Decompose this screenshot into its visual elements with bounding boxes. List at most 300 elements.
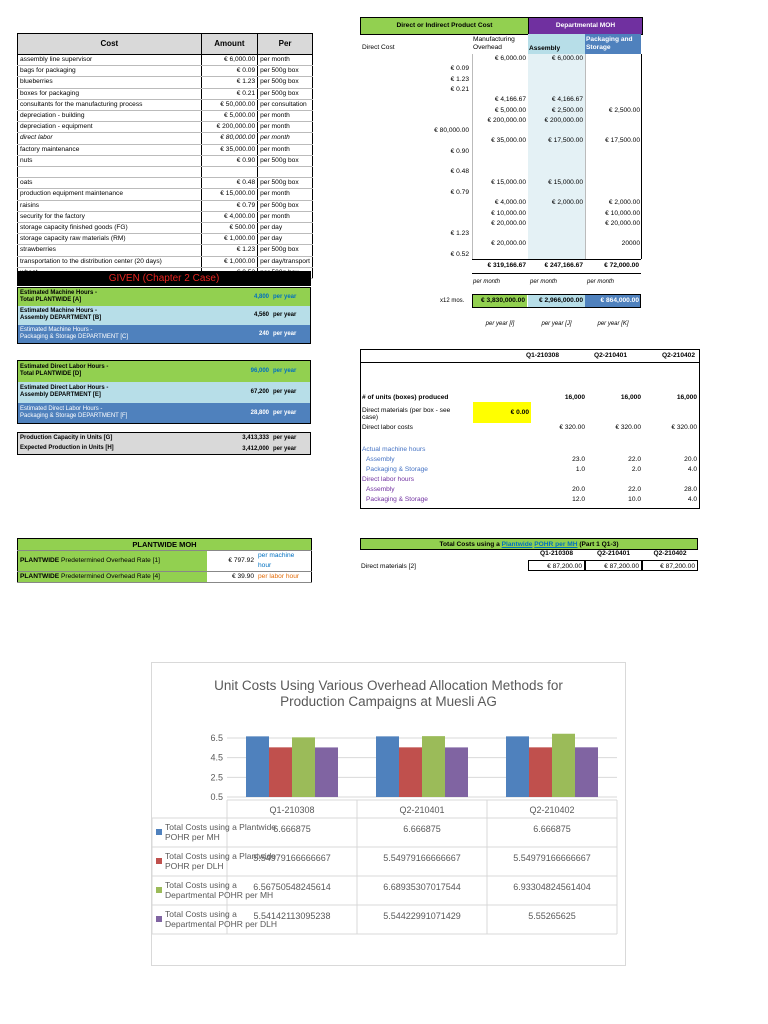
product-cost-cell-as bbox=[528, 229, 583, 239]
plantwide-unit: per labor hour bbox=[256, 572, 312, 583]
product-cost-cell-mo: € 4,000.00 bbox=[494, 199, 526, 207]
param-row bbox=[18, 433, 311, 444]
units-table bbox=[360, 349, 700, 509]
cost-per: per month bbox=[258, 189, 313, 200]
unit-cost-chart bbox=[151, 662, 626, 966]
param-label: Packaging & Storage DEPARTMENT [F] bbox=[20, 412, 128, 419]
param-row bbox=[18, 403, 311, 424]
param-value: 4,560 bbox=[253, 312, 269, 318]
bar bbox=[445, 747, 468, 797]
units-value: 16,000 bbox=[564, 394, 585, 401]
per-month-label: per month bbox=[530, 279, 558, 285]
bar bbox=[529, 747, 552, 797]
product-cost-cell-mo: € 35,000.00 bbox=[491, 137, 526, 145]
cost-row bbox=[18, 200, 313, 211]
cost-row bbox=[18, 55, 313, 66]
capacity-table bbox=[17, 432, 311, 455]
data-label: 6.56750548245614 bbox=[253, 882, 331, 892]
dlh-pack-value: 10.0 bbox=[628, 496, 641, 503]
amh-assembly-value: 22.0 bbox=[628, 456, 641, 463]
packaging-subheader bbox=[585, 34, 641, 54]
total-costs-title-text: Total Costs using a bbox=[439, 541, 502, 548]
plantwide-keyword: PLANTWIDE bbox=[20, 557, 60, 564]
product-cost-cell-as bbox=[528, 239, 583, 249]
cost-amount: € 0.79 bbox=[201, 200, 257, 211]
product-cost-cell-mo: € 4,166.67 bbox=[494, 96, 526, 104]
plantwide-unit: per machine hour bbox=[256, 551, 312, 572]
product-cost-cell-dc: € 0.90 bbox=[450, 147, 469, 155]
product-cost-cell-mo: € 6,000.00 bbox=[494, 55, 526, 62]
product-cost-cell-dc bbox=[360, 116, 469, 126]
param-unit: per year bbox=[273, 293, 297, 300]
dlh-assembly-value: 20.0 bbox=[572, 486, 585, 493]
tc-dm-label: Direct materials [2] bbox=[361, 563, 416, 570]
param-unit: per year bbox=[273, 409, 297, 416]
product-cost-cell-mo bbox=[472, 188, 526, 198]
legend-key bbox=[156, 916, 162, 922]
dl-label: Direct labor costs bbox=[362, 424, 413, 431]
cost-row bbox=[18, 66, 313, 77]
data-label: 6.666875 bbox=[403, 824, 441, 834]
category-label: Q1-210308 bbox=[269, 805, 315, 815]
product-cost-cell-ps bbox=[585, 178, 640, 188]
cost-per: per month bbox=[258, 133, 313, 144]
cost-per: per 500g box bbox=[258, 77, 313, 88]
annual-packaging: € 864,000.00 bbox=[585, 294, 641, 308]
direct-cost-subheader: Direct Cost bbox=[362, 44, 395, 51]
product-cost-cell-dc bbox=[360, 198, 469, 208]
legend-label: Total Costs using a Plantwide POHR per MH bbox=[165, 822, 277, 842]
cost-amount: € 200,000.00 bbox=[201, 122, 257, 133]
plantwide-moh-table bbox=[17, 538, 312, 583]
param-row bbox=[18, 444, 311, 455]
units-label: # of units (boxes) produced bbox=[362, 394, 449, 401]
chart-plot bbox=[152, 663, 625, 965]
data-label: 6.93304824561404 bbox=[513, 882, 591, 892]
category-label: Q2-210401 bbox=[399, 805, 445, 815]
departmental-moh-header: Departmental MOH bbox=[528, 17, 643, 35]
data-label: 5.54979166666667 bbox=[253, 853, 331, 863]
param-value: 3,413,333 bbox=[242, 435, 269, 442]
cost-name: transportation to the distribution center (20 days) bbox=[18, 256, 202, 267]
product-cost-cell-dc bbox=[360, 239, 469, 249]
cost-row bbox=[18, 234, 313, 245]
product-cost-cell-dc bbox=[360, 178, 469, 188]
product-cost-cell-as: € 2,000.00 bbox=[551, 199, 583, 207]
cost-per: per day/transport bbox=[258, 256, 313, 267]
bar bbox=[399, 747, 422, 797]
param-unit: per year bbox=[273, 445, 297, 452]
x12-label: x12 mos. bbox=[440, 298, 465, 304]
param-label: Total PLANTWIDE [D] bbox=[20, 371, 82, 378]
product-cost-cell-ps: € 10,000.00 bbox=[605, 209, 640, 217]
product-cost-cell-ps bbox=[585, 229, 640, 239]
cost-row bbox=[18, 133, 313, 144]
param-label: Packaging & Storage DEPARTMENT [C] bbox=[20, 333, 129, 340]
amh-label: Actual machine hours bbox=[362, 446, 426, 453]
amh-assembly-label: Assembly bbox=[366, 456, 395, 463]
dlh-assembly-value: 28.0 bbox=[684, 486, 697, 493]
data-label: 5.54979166666667 bbox=[383, 853, 461, 863]
cost-row bbox=[18, 155, 313, 166]
bar bbox=[269, 747, 292, 797]
plantwide-link[interactable]: Plantwide bbox=[501, 541, 533, 548]
product-cost-cell-as bbox=[528, 157, 583, 167]
divider bbox=[361, 362, 699, 363]
product-cost-cell-as: € 6,000.00 bbox=[551, 55, 583, 62]
plantwide-title: PLANTWIDE MOH bbox=[18, 539, 312, 551]
param-row bbox=[18, 306, 311, 325]
cost-row bbox=[18, 167, 313, 178]
cost-name: oats bbox=[18, 178, 202, 189]
cost-per: per 500g box bbox=[258, 66, 313, 77]
plantwide-keyword: PLANTWIDE bbox=[20, 573, 60, 580]
y-tick-label: 4.5 bbox=[210, 752, 223, 763]
param-label: Production Capacity in Units [G] bbox=[20, 434, 113, 441]
cost-per: per 500g box bbox=[258, 245, 313, 256]
product-cost-cell-mo bbox=[472, 126, 526, 136]
cost-per: per month bbox=[258, 55, 313, 66]
plantwide-label: Predetermined Overhead Rate [4] bbox=[59, 573, 160, 580]
amh-assembly-value: 20.0 bbox=[684, 456, 697, 463]
product-cost-cell-ps bbox=[585, 75, 640, 85]
legend-key bbox=[156, 829, 162, 835]
product-cost-cell-dc bbox=[360, 136, 469, 146]
product-cost-cell-dc bbox=[360, 54, 469, 64]
cost-row bbox=[18, 144, 313, 155]
product-cost-cell-dc: € 80,000.00 bbox=[434, 127, 469, 135]
product-cost-cell-dc: € 0.21 bbox=[450, 85, 469, 93]
product-cost-cell-mo bbox=[472, 157, 526, 167]
product-cost-cell-mo bbox=[472, 75, 526, 85]
direct-indirect-header: Direct or Indirect Product Cost bbox=[360, 17, 529, 35]
legend-label: Total Costs using a Departmental POHR per MH bbox=[165, 880, 274, 900]
amh-pack-value: 1.0 bbox=[575, 466, 585, 473]
cost-per: per day bbox=[258, 223, 313, 234]
cost-name: security for the factory bbox=[18, 211, 202, 222]
bar bbox=[575, 747, 598, 797]
quarter-header: Q1-210308 bbox=[526, 352, 559, 359]
annual-assembly: € 2,966,000.00 bbox=[528, 294, 585, 308]
cost-name: factory maintenance bbox=[18, 144, 202, 155]
param-row bbox=[18, 361, 311, 382]
cost-row bbox=[18, 122, 313, 133]
plantwide-rate-dlh: € 39.90 bbox=[207, 572, 256, 583]
product-cost-cell-ps bbox=[585, 116, 640, 126]
data-label: 6.68935307017544 bbox=[383, 882, 461, 892]
product-cost-cell-as: € 17,500.00 bbox=[548, 137, 583, 145]
dm-value-input[interactable]: € 0.00 bbox=[473, 402, 531, 423]
dl-value: € 320.00 bbox=[671, 424, 697, 431]
legend-key bbox=[156, 887, 162, 893]
annual-mo: € 3,830,000.00 bbox=[473, 294, 527, 308]
product-cost-cell-dc bbox=[360, 106, 469, 116]
param-value: 4,800 bbox=[253, 293, 269, 300]
product-cost-cell-ps bbox=[585, 157, 640, 167]
amh-assembly-value: 23.0 bbox=[572, 456, 585, 463]
cost-name: depreciation - building bbox=[18, 111, 202, 122]
cost-per: per 500g box bbox=[258, 155, 313, 166]
amount-header: Amount bbox=[201, 34, 257, 55]
cost-row bbox=[18, 189, 313, 200]
cost-amount: € 0.21 bbox=[201, 88, 257, 99]
param-label: Assembly DEPARTMENT [B] bbox=[20, 315, 102, 321]
cost-amount: € 1.23 bbox=[201, 77, 257, 88]
cost-name: storage capacity raw materials (RM) bbox=[18, 234, 202, 245]
tc-dm-value: € 87,200.00 bbox=[585, 560, 642, 571]
pohr-link[interactable]: POHR per MH bbox=[534, 541, 578, 548]
product-cost-cell-dc: € 0.52 bbox=[450, 250, 469, 258]
param-value: 28,800 bbox=[250, 409, 269, 416]
data-label: 6.666875 bbox=[273, 824, 311, 834]
cost-row bbox=[18, 178, 313, 189]
assembly-subheader-label: Assembly bbox=[529, 45, 561, 52]
per-header: Per bbox=[258, 34, 313, 55]
cost-name: consultants for the manufacturing process bbox=[18, 99, 202, 110]
total-assembly: € 247,166.67 bbox=[544, 262, 583, 269]
cost-amount: € 0.48 bbox=[201, 178, 257, 189]
data-label: 6.666875 bbox=[533, 824, 571, 834]
cost-amount: € 5,000.00 bbox=[201, 111, 257, 122]
product-cost-cell-mo: € 200,000.00 bbox=[487, 116, 526, 124]
product-cost-cell-ps bbox=[585, 147, 640, 157]
legend-key bbox=[156, 858, 162, 864]
product-cost-cell-dc bbox=[360, 157, 469, 167]
param-label: Assembly DEPARTMENT [E] bbox=[20, 392, 101, 398]
product-cost-cell-mo bbox=[472, 167, 526, 177]
cost-amount: € 15,000.00 bbox=[201, 189, 257, 200]
product-cost-cell-mo: € 20,000.00 bbox=[491, 219, 526, 227]
bar bbox=[315, 747, 338, 797]
cost-row bbox=[18, 223, 313, 234]
legend-label: Total Costs using a Departmental POHR per DLH bbox=[165, 909, 277, 929]
units-value: 16,000 bbox=[620, 394, 641, 401]
tc-quarter-header: Q2-210402 bbox=[653, 550, 687, 557]
product-cost-cell-mo: € 5,000.00 bbox=[494, 106, 526, 114]
cost-name: strawberries bbox=[18, 245, 202, 256]
plantwide-rate-mh: € 797.92 bbox=[207, 551, 256, 572]
product-cost-cell-as bbox=[528, 167, 583, 177]
cost-name: nuts bbox=[18, 155, 202, 166]
cost-amount: € 0.90 bbox=[201, 155, 257, 166]
product-cost-cell-as bbox=[528, 209, 583, 219]
data-label: 5.54422991071429 bbox=[383, 911, 461, 921]
per-month-label: per month bbox=[587, 279, 615, 285]
total-costs-title bbox=[360, 538, 698, 550]
dlh-pack-label: Packaging & Storage bbox=[366, 496, 428, 503]
cost-per: per month bbox=[258, 144, 313, 155]
param-value: 67,200 bbox=[250, 389, 269, 395]
product-cost-cell-mo bbox=[472, 85, 526, 95]
cost-name: direct labor bbox=[18, 133, 202, 144]
units-value: 16,000 bbox=[676, 394, 697, 401]
y-tick-label: 0.5 bbox=[210, 792, 223, 802]
cost-header: Cost bbox=[18, 34, 202, 55]
total-costs-title-suffix: (Part 1 Q1-3) bbox=[577, 541, 619, 548]
cost-per: per consultation bbox=[258, 99, 313, 110]
cost-per: per 500g box bbox=[258, 88, 313, 99]
bar bbox=[422, 736, 445, 797]
cost-amount bbox=[201, 167, 257, 178]
param-label: Estimated Machine Hours - bbox=[20, 326, 93, 333]
cost-name: assembly line supervisor bbox=[18, 55, 202, 66]
product-cost-cell-as bbox=[528, 85, 583, 95]
cost-amount: € 35,000.00 bbox=[201, 144, 257, 155]
product-cost-cell-as bbox=[528, 219, 583, 229]
quarter-header: Q2-210402 bbox=[662, 352, 695, 359]
product-cost-cell-ps: € 17,500.00 bbox=[605, 137, 640, 145]
product-cost-cell-as bbox=[528, 147, 583, 157]
assembly-subheader bbox=[528, 34, 585, 54]
cost-amount: € 50,000.00 bbox=[201, 99, 257, 110]
param-unit: per year bbox=[273, 368, 297, 375]
param-row bbox=[18, 382, 311, 403]
quarter-header: Q2-210401 bbox=[594, 352, 627, 359]
product-cost-cell-as bbox=[528, 64, 583, 74]
tc-quarter-header: Q1-210308 bbox=[540, 550, 573, 557]
dlh-pack-value: 4.0 bbox=[687, 496, 697, 503]
total-mo: € 319,166.67 bbox=[487, 262, 526, 269]
cost-amount: € 500.00 bbox=[201, 223, 257, 234]
cost-amount: € 1,000.00 bbox=[201, 256, 257, 267]
cost-per: per month bbox=[258, 111, 313, 122]
labor-hours-table bbox=[17, 360, 311, 424]
cost-per: per month bbox=[258, 211, 313, 222]
product-cost-cell-ps bbox=[585, 54, 640, 64]
y-tick-label: 2.5 bbox=[210, 772, 223, 783]
cost-name: boxes for packaging bbox=[18, 88, 202, 99]
product-cost-cell-ps bbox=[585, 64, 640, 74]
amh-pack-value: 4.0 bbox=[687, 466, 697, 473]
product-cost-cell-ps bbox=[585, 167, 640, 177]
dlh-assembly-value: 22.0 bbox=[628, 486, 641, 493]
product-cost-cell-dc: € 0.79 bbox=[450, 188, 469, 196]
machine-hours-table bbox=[17, 287, 311, 344]
plantwide-row bbox=[18, 551, 312, 572]
param-label: Expected Production in Units [H] bbox=[20, 445, 114, 452]
product-cost-cell-mo bbox=[472, 147, 526, 157]
y-tick-label: 6.5 bbox=[210, 733, 223, 743]
product-cost-cell-mo: € 15,000.00 bbox=[491, 178, 526, 186]
param-unit: per year bbox=[273, 435, 297, 442]
product-cost-cell-dc: € 0.09 bbox=[450, 65, 469, 73]
product-cost-cell-ps bbox=[585, 95, 640, 105]
cost-name: production equipment maintenance bbox=[18, 189, 202, 200]
bar bbox=[552, 734, 575, 797]
per-year-j: per year [J] bbox=[541, 321, 572, 327]
cost-amount: € 6,000.00 bbox=[201, 55, 257, 66]
param-unit: per year bbox=[273, 389, 297, 395]
product-cost-cell-as: € 2,500.00 bbox=[551, 106, 583, 114]
cost-amount: € 1,000.00 bbox=[201, 234, 257, 245]
product-cost-cell-ps: 20000 bbox=[621, 240, 640, 248]
param-label: Estimated Direct Labor Hours - bbox=[20, 364, 109, 371]
cost-name: bags for packaging bbox=[18, 66, 202, 77]
per-month-label: per month bbox=[473, 279, 501, 285]
product-cost-cell-as bbox=[528, 126, 583, 136]
cost-name bbox=[18, 167, 202, 178]
cost-name: raisins bbox=[18, 200, 202, 211]
param-label: Total PLANTWIDE [A] bbox=[20, 296, 82, 303]
param-label: Estimated Machine Hours - bbox=[20, 289, 98, 296]
cost-per: per day bbox=[258, 234, 313, 245]
cost-name: blueberries bbox=[18, 77, 202, 88]
param-label: Estimated Direct Labor Hours - bbox=[20, 385, 109, 391]
param-label: Estimated Machine Hours - bbox=[20, 308, 98, 314]
bar bbox=[506, 736, 529, 797]
data-label: 5.54142113095238 bbox=[253, 911, 331, 921]
product-cost-cell-as: € 4,166.67 bbox=[551, 96, 583, 104]
annual-box bbox=[472, 294, 641, 308]
product-cost-cell-ps bbox=[585, 188, 640, 198]
cost-row bbox=[18, 111, 313, 122]
cost-amount: € 0.09 bbox=[201, 66, 257, 77]
product-cost-cell-dc bbox=[360, 219, 469, 229]
category-label: Q2-210402 bbox=[529, 805, 575, 815]
dl-value: € 320.00 bbox=[615, 424, 641, 431]
product-cost-cell-ps bbox=[585, 85, 640, 95]
product-cost-cell-dc bbox=[360, 95, 469, 105]
bar bbox=[292, 737, 315, 797]
product-cost-cell-mo bbox=[472, 64, 526, 74]
amh-pack-value: 2.0 bbox=[631, 466, 641, 473]
tc-quarter-header: Q2-210401 bbox=[597, 550, 630, 557]
data-label: 5.55265625 bbox=[528, 911, 576, 921]
column-divider bbox=[641, 54, 642, 259]
product-cost-cell-dc bbox=[360, 209, 469, 219]
cost-row bbox=[18, 88, 313, 99]
dlh-label: Direct labor hours bbox=[362, 476, 415, 483]
cost-row bbox=[18, 256, 313, 267]
param-unit: per year bbox=[273, 330, 297, 337]
product-cost-cell-as bbox=[528, 188, 583, 198]
legend-label: Total Costs using a Plantwide POHR per DLH bbox=[165, 851, 277, 871]
totals-row bbox=[472, 259, 641, 274]
param-row bbox=[18, 288, 311, 306]
param-label: Estimated Direct Labor Hours - bbox=[20, 405, 103, 412]
cost-name: storage capacity finished goods (FG) bbox=[18, 223, 202, 234]
cost-row bbox=[18, 245, 313, 256]
product-cost-cell-ps bbox=[585, 126, 640, 136]
cost-amount: € 4,000.00 bbox=[201, 211, 257, 222]
cost-row bbox=[18, 99, 313, 110]
manufacturing-overhead-subheader: Manufacturing Overhead bbox=[473, 36, 515, 51]
dl-value: € 320.00 bbox=[559, 424, 585, 431]
product-cost-cell-mo bbox=[472, 229, 526, 239]
cost-per bbox=[258, 167, 313, 178]
product-cost-subheader bbox=[360, 34, 641, 54]
cost-per: per month bbox=[258, 122, 313, 133]
cost-row bbox=[18, 211, 313, 222]
dlh-pack-value: 12.0 bbox=[572, 496, 585, 503]
param-value: 3,412,000 bbox=[242, 445, 269, 452]
product-cost-cell-dc: € 0.48 bbox=[450, 168, 469, 176]
plantwide-row bbox=[18, 572, 312, 583]
tc-dm-value: € 87,200.00 bbox=[642, 560, 698, 571]
bar bbox=[246, 736, 269, 797]
cost-row bbox=[18, 77, 313, 88]
amh-pack-label: Packaging & Storage bbox=[366, 466, 428, 473]
cost-table bbox=[17, 33, 313, 279]
tc-dm-value: € 87,200.00 bbox=[528, 560, 585, 571]
product-cost-cell-ps: € 20,000.00 bbox=[605, 219, 640, 227]
plantwide-label: Predetermined Overhead Rate [1] bbox=[59, 557, 160, 564]
bar bbox=[376, 736, 399, 797]
packaging-subheader-label: Packaging and Storage bbox=[586, 36, 633, 51]
per-year-k: per year [K] bbox=[597, 321, 629, 327]
product-cost-cell-dc: € 1.23 bbox=[450, 75, 469, 83]
product-cost-cell-as: € 200,000.00 bbox=[544, 116, 583, 124]
